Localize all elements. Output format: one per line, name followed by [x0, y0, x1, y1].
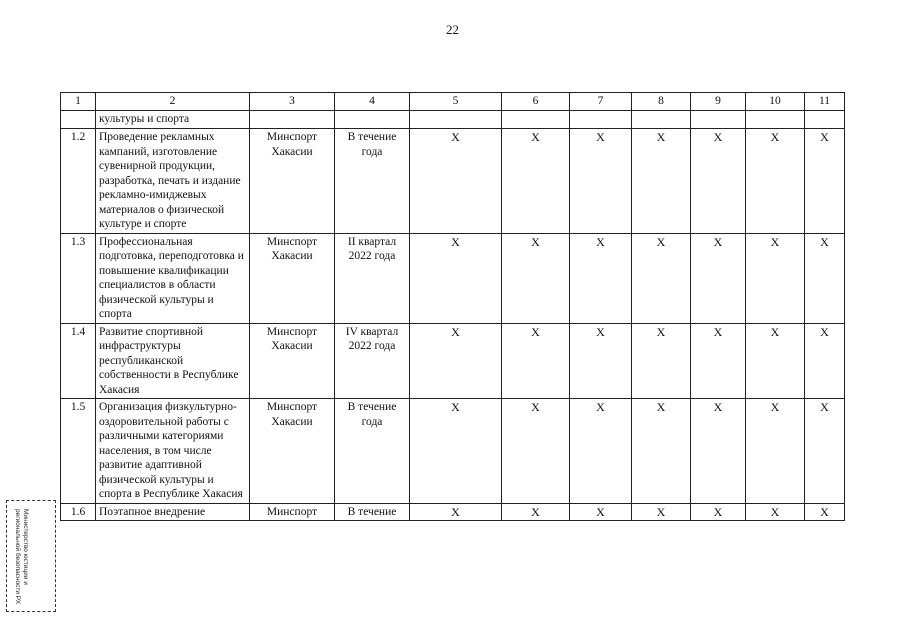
empty-cell	[691, 111, 746, 129]
row-mark: X	[632, 323, 691, 399]
row-mark: X	[410, 399, 502, 504]
row-mark: X	[502, 233, 570, 323]
header-cell: 8	[632, 93, 691, 111]
row-mark: X	[805, 399, 845, 504]
row-mark: X	[691, 399, 746, 504]
empty-cell	[335, 111, 410, 129]
row-mark: X	[410, 129, 502, 234]
row-mark: X	[805, 129, 845, 234]
row-name: Развитие спортивной инфраструктуры республиканской собственности в Республике Хакасия	[96, 323, 250, 399]
row-number: 1.6	[61, 503, 96, 521]
row-number: 1.2	[61, 129, 96, 234]
plan-table	[60, 92, 845, 521]
header-cell: 3	[250, 93, 335, 111]
row-term: В течение года	[335, 129, 410, 234]
row-mark: X	[570, 399, 632, 504]
row-name: Организация физкультурно-оздоровительной работы с различными категориями населения, в том числе развитие адаптивной физической культуры и спорта в Республике Хакасия	[96, 399, 250, 504]
row-executor: Минспорт	[250, 503, 335, 521]
stamp-text: Министерство юстиции и региональной безопасности РХ	[14, 509, 29, 605]
table-row	[61, 323, 845, 399]
row-mark: X	[805, 503, 845, 521]
registration-stamp	[6, 500, 56, 612]
empty-cell	[502, 111, 570, 129]
row-mark: X	[691, 233, 746, 323]
page-number: 22	[446, 22, 459, 37]
row-mark: X	[805, 233, 845, 323]
row-executor: Минспорт Хакасии	[250, 323, 335, 399]
row-name: Проведение рекламных кампаний, изготовление сувенирной продукции, разработка, печать и издание рекламно-имиджевых материалов о физической культуре и спорте	[96, 129, 250, 234]
header-cell: 9	[691, 93, 746, 111]
empty-cell	[570, 111, 632, 129]
row-mark: X	[410, 323, 502, 399]
row-mark: X	[570, 323, 632, 399]
continuation-row	[61, 111, 845, 129]
empty-cell	[250, 111, 335, 129]
table-row	[61, 399, 845, 504]
empty-cell	[632, 111, 691, 129]
row-mark: X	[746, 233, 805, 323]
row-mark: X	[746, 503, 805, 521]
row-name: Поэтапное внедрение	[96, 503, 250, 521]
table-row	[61, 233, 845, 323]
row-mark: X	[746, 323, 805, 399]
empty-cell	[746, 111, 805, 129]
row-term: В течение года	[335, 399, 410, 504]
header-cell: 2	[96, 93, 250, 111]
empty-cell	[410, 111, 502, 129]
row-term: IV квартал 2022 года	[335, 323, 410, 399]
row-executor: Минспорт Хакасии	[250, 129, 335, 234]
row-mark: X	[632, 399, 691, 504]
header-row	[61, 93, 845, 111]
row-mark: X	[410, 503, 502, 521]
header-cell: 5	[410, 93, 502, 111]
row-mark: X	[746, 399, 805, 504]
empty-cell	[61, 111, 96, 129]
row-mark: X	[632, 233, 691, 323]
row-mark: X	[502, 503, 570, 521]
row-mark: X	[570, 129, 632, 234]
row-executor: Минспорт Хакасии	[250, 233, 335, 323]
row-mark: X	[805, 323, 845, 399]
row-number: 1.3	[61, 233, 96, 323]
header-cell: 7	[570, 93, 632, 111]
row-executor: Минспорт Хакасии	[250, 399, 335, 504]
row-mark: X	[410, 233, 502, 323]
row-mark: X	[746, 129, 805, 234]
header-cell: 10	[746, 93, 805, 111]
table-row	[61, 129, 845, 234]
row-mark: X	[632, 129, 691, 234]
table-row	[61, 503, 845, 521]
row-name: Профессиональная подготовка, переподготовка и повышение квалификации специалистов в области физической культуры и спорта	[96, 233, 250, 323]
row-mark: X	[502, 399, 570, 504]
row-mark: X	[691, 323, 746, 399]
header-cell: 1	[61, 93, 96, 111]
header-cell: 6	[502, 93, 570, 111]
header-cell: 4	[335, 93, 410, 111]
row-term: В течение	[335, 503, 410, 521]
row-term: II квартал 2022 года	[335, 233, 410, 323]
row-mark: X	[502, 323, 570, 399]
row-mark: X	[502, 129, 570, 234]
continuation-text: культуры и спорта	[96, 111, 250, 129]
empty-cell	[805, 111, 845, 129]
row-number: 1.4	[61, 323, 96, 399]
row-mark: X	[570, 233, 632, 323]
row-number: 1.5	[61, 399, 96, 504]
row-mark: X	[632, 503, 691, 521]
row-mark: X	[570, 503, 632, 521]
header-cell: 11	[805, 93, 845, 111]
row-mark: X	[691, 129, 746, 234]
row-mark: X	[691, 503, 746, 521]
